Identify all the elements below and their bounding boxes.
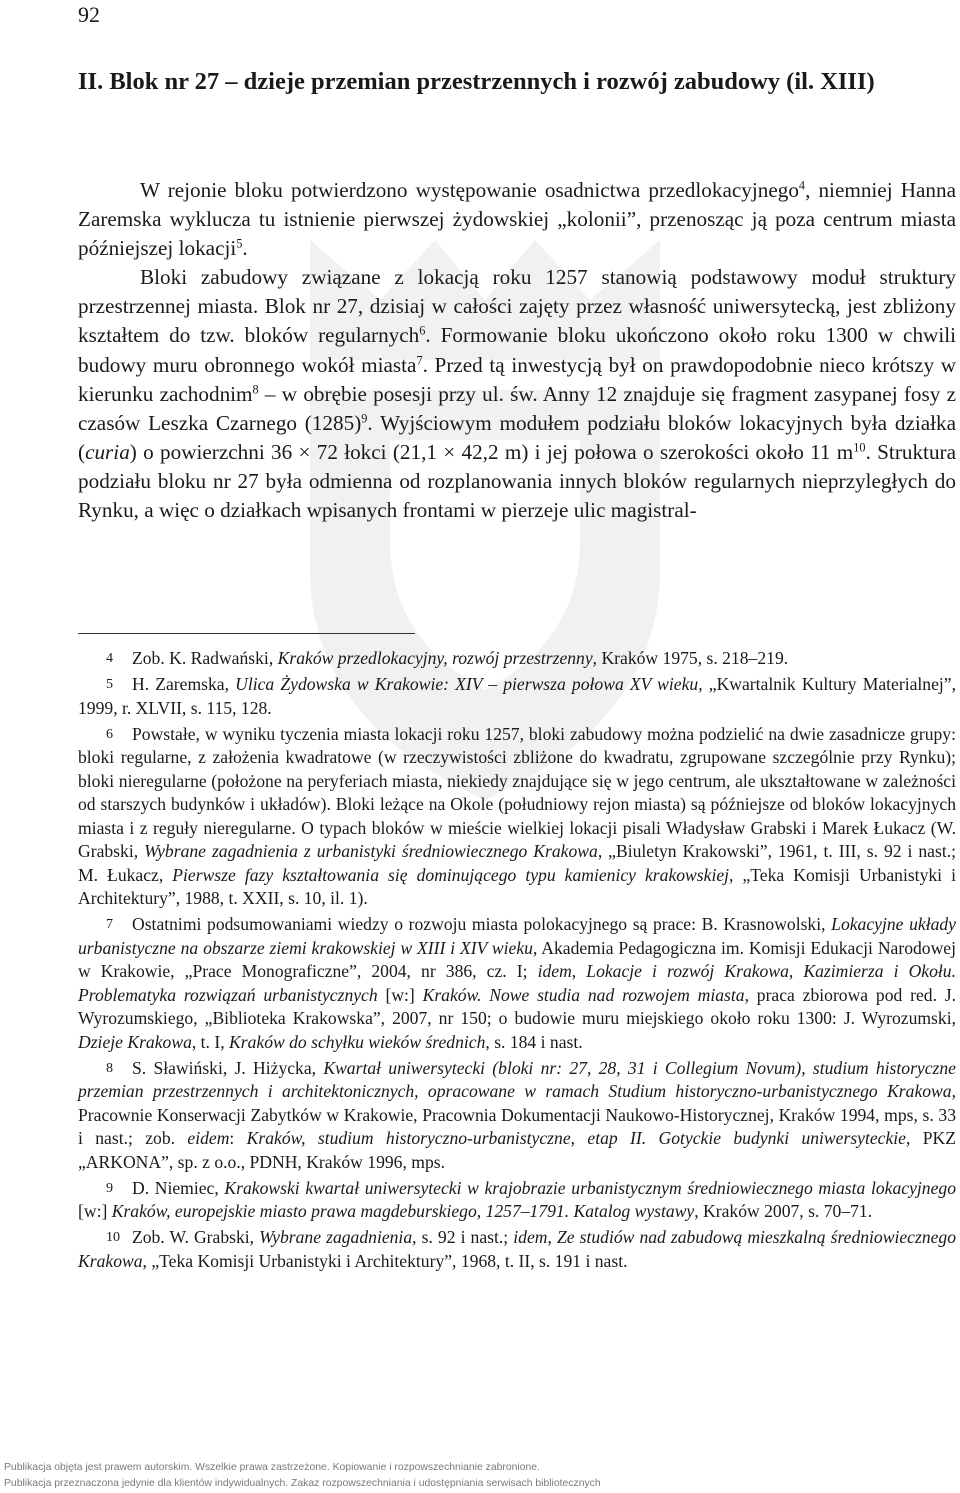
footnote-8: 8 S. Sławiński, J. Hiżycka, Kwartał uniwersytecki (bloki nr: 27, 28, 31 i Collegium Novum), studium historyczne przemian przestrzennych i architektonicznych, opracowane w ramach Studium historyczno-urbanistycznego Krakowa, Pracownie Konserwacji Zabytków w Krakowie, Pracownia Dokumentacji Naukowo-Historycznej, Kraków 1994, mps, s. 33 i nast.; zob. eidem: Kraków, studium historyczno-urbanistyczne, etap II. Gotyckie budynki uniwersyteckie, PKZ „ARKONA”, sp. z o.o., PDNH, Kraków 1996, mps. [78, 1057, 956, 1172]
footnote-ref[interactable]: 10 [853, 440, 866, 455]
copyright-notice [4, 1460, 954, 1492]
footnote-ref[interactable]: 8 [252, 382, 259, 397]
main-text [78, 176, 956, 525]
footnote-5: 5 H. Zaremska, Ulica Żydowska w Krakowie: XIV – pierwsza połowa XV wieku, „Kwartalnik Kultury Materialnej”, 1999, r. XLVII, s. 115, 128. [78, 674, 957, 718]
footnote-ref[interactable]: 7 [416, 352, 423, 367]
copyright-line: Publikacja objęta jest prawem autorskim. Wszelkie prawa zastrzeżone. Kopiowanie i rozpowszechnianie zabronione. [4, 1462, 540, 1473]
footnote-ref[interactable]: 9 [361, 411, 368, 426]
footnotes [78, 647, 956, 1276]
copyright-line: Publikacja przeznaczona jedynie dla klientów indywidualnych. Zakaz rozpowszechniania i udostępniania serwisach bibliotecznych [4, 1478, 601, 1489]
chapter-title: II. Blok nr 27 – dzieje przemian przestrzennych i rozwój zabudowy (il. XIII) [78, 68, 875, 95]
footnote-ref[interactable]: 5 [236, 236, 243, 251]
footnote-4: 4 Zob. K. Radwański, Kraków przedlokacyjny, rozwój przestrzenny, Kraków 1975, s. 218–219. [106, 648, 789, 668]
footnote-10: 10 Zob. W. Grabski, Wybrane zagadnienia, s. 92 i nast.; idem, Ze studiów nad zabudową mieszkalną średniowiecznego Krakowa, „Teka Komisji Urbanistyki i Architektury”, 1968, t. II, s. 191 i nast. [78, 1227, 957, 1271]
page-number: 92 [78, 2, 100, 27]
body-paragraph: W rejonie bloku potwierdzono występowanie osadnictwa przedlokacyjnego$^4$, niemniej Hanna Zaremska wyklucza tu istnienie pierwszej żydowskiej „kolonii”, przenosząc ją poza centrum miasta późniejszej lokacji$^5$. [78, 178, 956, 261]
footnote-6: 6 Powstałe, w wyniku tyczenia miasta lokacji roku 1257, bloki zabudowy można podzielić na dwie zasadnicze grupy: bloki regularne, z założenia kwadratowe (w rzeczywistości zbliżone do kwadratu, zgrupowane szczególnie przy Rynku); bloki nieregularne (położone na peryferiach miasta, niekiedy znajdujące się w jego centrum, ale ukształtowane w zależności od starszych budynków i układów). Bloki leżące na Okole (południowy rejon miasta) są późniejsze od bloków lokacyjnych miasta i z reguły nieregularne. O typach bloków w mieście wielkiej lokacji pisali Władysław Grabski i Marek Łukacz (W. Grabski, Wybrane zagadnienia z urbanistyki średniowiecznego Krakowa, „Biuletyn Krakowski”, 1961, t. III, s. 92 i nast.; M. Łukacz, Pierwsze fazy kształtowania się dominującego typu kamienicy krakowskiej, „Teka Komisji Urbanistyki i Architektury”, 1988, t. XXII, s. 10, il. 1). [78, 723, 957, 909]
footnote-7: 7 Ostatnimi podsumowaniami wiedzy o rozwoju miasta polokacyjnego są prace: B. Krasnowolski, Lokacyjne układy urbanistyczne na obszarze ziemi krakowskiej w XIII i XIV wieku, Akademia Pedagogiczna im. Komisji Edukacji Narodowej w Krakowie, „Prace Monograficzne”, 2004, nr 386, cz. I; idem, Lokacje i rozwój Krakowa, Kazimierza i Okołu. Problematyka rozwiązań urbanistycznych [w:] Kraków. Nowe studia nad rozwojem miasta, praca zbiorowa pod red. J. Wyrozumskiego, „Biblioteka Krakowska”, 2007, nr 150; o budowie muru miejskiego około roku 1300: J. Wyrozumski, Dzieje Krakowa, t. I, Kraków do schyłku wieków średnich, s. 184 i nast. [78, 914, 957, 1052]
footnote-ref[interactable]: 6 [419, 323, 426, 338]
footnote-divider [78, 633, 415, 634]
footnote-ref[interactable]: 4 [798, 178, 806, 193]
body-paragraph: Bloki zabudowy związane z lokacją roku 1257 stanowią podstawowy moduł struktury przestrzennej miasta. Blok nr 27, dzisiaj w całości zajęty przez własność uniwersytecką, jest zbliżony kształtem do tzw. bloków regularnych$^6$. Formowanie bloku ukończono około roku 1300 w chwili budowy muru obronnego wokół miasta$^7$. Przed tą inwestycją był on prawdopodobnie nieco krótszy w kierunku zachodnim$^8$ – w obrębie posesji przy ul. św. Anny 12 znajduje się fragment zasypanej fosy z czasów Leszka Czarnego $(1285)^9$. Wyjściowym modułem podziału bloków lokacyjnych była działka (curia) o powierzchni 36 × 72 łokci (21,1 × 42,2 m) i jej połowa o szerokości około 11 $m^{10}$. Struktura podziału bloku nr 27 była odmienna od rozplanowania innych bloków regularnych nieprzyległych do Rynku, a więc o działkach wpisanych frontami w pierzeje ulic magistral- [78, 265, 957, 523]
footnote-9: 9 D. Niemiec, Krakowski kwartał uniwersytecki w krajobrazie urbanistycznym średniowiecznego miasta lokacyjnego [w:] Kraków, europejskie miasto prawa magdeburskiego, 1257–1791. Katalog wystawy, Kraków 2007, s. 70–71. [78, 1177, 956, 1222]
